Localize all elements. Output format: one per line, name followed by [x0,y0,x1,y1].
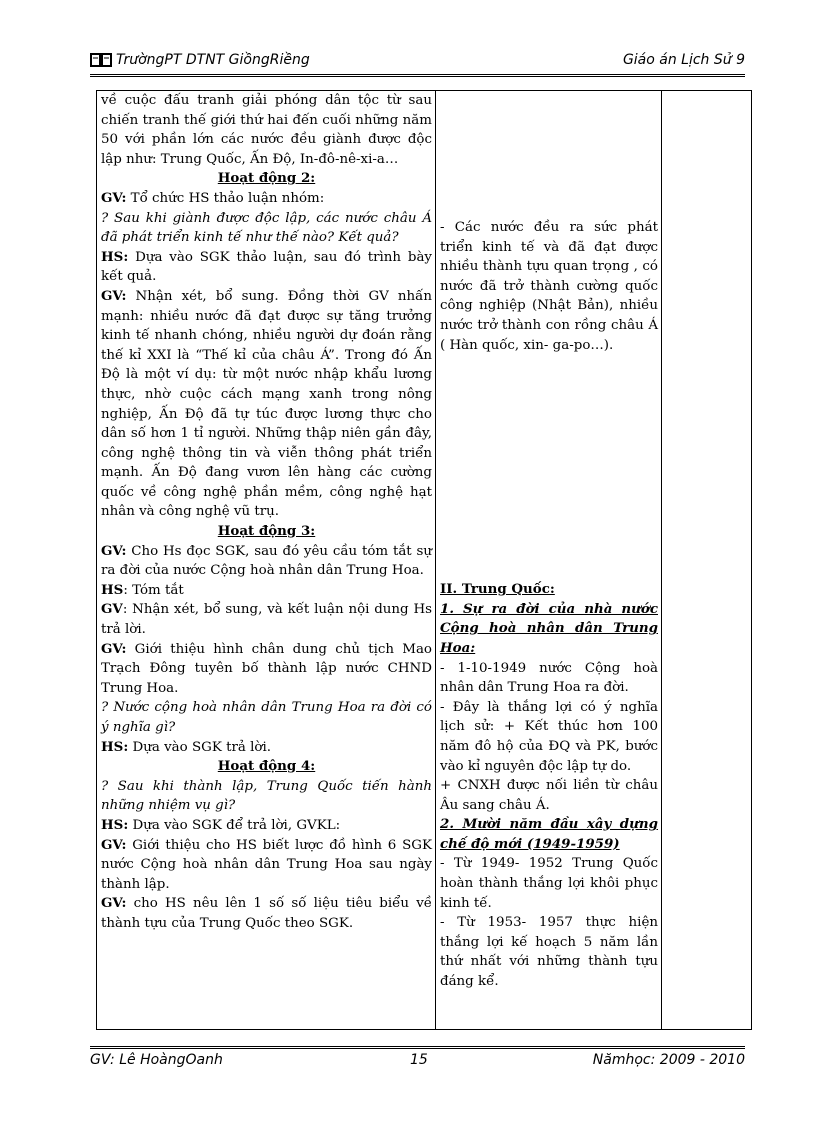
socialism-link: + CNXH được nối liền từ châu Âu sang châu Á. [440,778,658,813]
blank-space [440,355,658,580]
act3-hs2: HS: Dựa vào SGK trả lời. [101,738,272,755]
act2-question: ? Sau khi giành được độc lập, các nước châu Á đã phát triển kinh tế như thế nào? Kết quả? [101,210,432,246]
activity-3-heading: Hoạt động 3: [217,523,316,540]
subsection-founding: 1. Sự ra đời của nhà nước Cộng hoà nhân dân Trung Hoa: [440,600,658,656]
page-header [90,50,745,74]
activities-column [101,91,432,934]
recovery-period: - Từ 1949- 1952 Trung Quốc hoàn thành thắng lợi khôi phục kinh tế. [440,856,658,911]
intro-text: về cuộc đấu tranh giải phóng dân tộc từ sau chiến tranh thế giới thứ hai đến cuối những năm 50 với phần lớn các nước đều giành được độc lập như: Trung Quốc, Ấn Độ, In-đô-nê-xi-a… [101,93,432,167]
five-year-plan: - Từ 1953- 1957 thực hiện thắng lợi kế hoạch 5 năm lần thứ nhất với những thành tựu đáng kể. [440,915,658,990]
activity-2-heading: Hoạt động 2: [217,170,316,187]
teacher-name: GV: Lê HoàngOanh [90,1052,223,1068]
act3-gv3: GV: Giới thiệu hình chân dung chủ tịch Mao Trạch Đông tuyên bố thành lập nước CHND Trung Hoa. [101,640,432,696]
footer-rule [90,1046,745,1049]
school-year: Nămhọc: 2009 - 2010 [592,1052,745,1068]
act4-gv1: GV: Giới thiệu cho HS biết lược đồ hình 6 SGK nước Cộng hoà nhân dân Trung Hoa sau ngày thành lập. [101,836,432,892]
book-icon [90,53,112,67]
act4-question: ? Sau khi thành lập, Trung Quốc tiến hành những nhiệm vụ gì? [101,778,432,814]
blank-space [440,91,658,218]
page-footer [90,1052,745,1074]
founding-significance: - Đây là thắng lợi có ý nghĩa lịch sử: + Kết thúc hơn 100 năm đô hộ của ĐQ và PK, bước vào kỉ nguyên độc lập tự do. [440,699,658,774]
founding-date: - 1-10-1949 nước Cộng hoà nhân dân Trung Hoa ra đời. [440,660,658,696]
section-china: II. Trung Quốc: [440,581,555,598]
act4-hs: HS: Dựa vào SGK để trả lời, GVKL: [101,816,341,833]
subsection-ten-years: 2. Mười năm đầu xây dựng chế độ mới (1949-1959) [440,816,658,852]
act2-gv2: GV: Nhận xét, bổ sung. Đồng thời GV nhấn mạnh: nhiều nước đã đạt được sự tăng trưởng kinh tế nhanh chóng, nhiều người dự đoán rằng thế kỉ XXI là “Thế kỉ của châu Á”. Trong đó Ấn Độ là một ví dụ: từ một nước nhập khẩu lương thực, nhờ cuộc cách mạng xanh trong nông nghiệp, Ấn Độ đã tự túc được lương thực cho dân số hơn 1 tỉ người. Những thập niên gần đây, công nghệ thông tin và viễn thông phát triển mạnh. Ấn Độ đang vươn lên hàng các cường quốc về công nghệ phần mềm, công nghệ hạt nhân và công nghệ vũ trụ. [101,287,432,520]
act2-hs: HS: Dựa vào SGK thảo luận, sau đó trình bày kết quả. [101,248,432,285]
act3-question: ? Nước cộng hoà nhân dân Trung Hoa ra đời có ý nghĩa gì? [101,700,432,735]
content-column [440,91,658,992]
act4-gv2: GV: cho HS nêu lên 1 số số liệu tiêu biểu về thành tựu của Trung Quốc theo SGK. [101,895,432,931]
asia-economy: - Các nước đều ra sức phát triển kinh tế và đã đạt được nhiều thành tựu quan trọng , có nước đã trở thành cường quốc công nghiệp (Nhật Bản), nhiều nước trở thành con rồng châu Á ( Hàn quốc, xin- ga-po…). [440,220,658,353]
doc-title: Giáo án Lịch Sử 9 [622,52,745,68]
column-divider [661,91,662,1029]
act3-gv2: GV: Nhận xét, bổ sung, và kết luận nội dung Hs trả lời. [101,601,432,638]
act3-hs1: HS: Tóm tắt [101,581,184,598]
lesson-table [96,90,752,1030]
page-number: 15 [410,1052,428,1068]
act2-gv1: GV: Tổ chức HS thảo luận nhóm: [101,189,325,206]
header-school [90,52,310,68]
column-divider [435,91,436,1029]
header-rule [90,74,745,77]
act3-gv1: GV: Cho Hs đọc SGK, sau đó yêu cầu tóm tắt sự ra đời của nước Cộng hoà nhân dân Trung Hoa. [101,542,432,579]
activity-4-heading: Hoạt động 4: [217,758,316,775]
school-name: TrườngPT DTNT GiồngRiềng [116,52,310,68]
